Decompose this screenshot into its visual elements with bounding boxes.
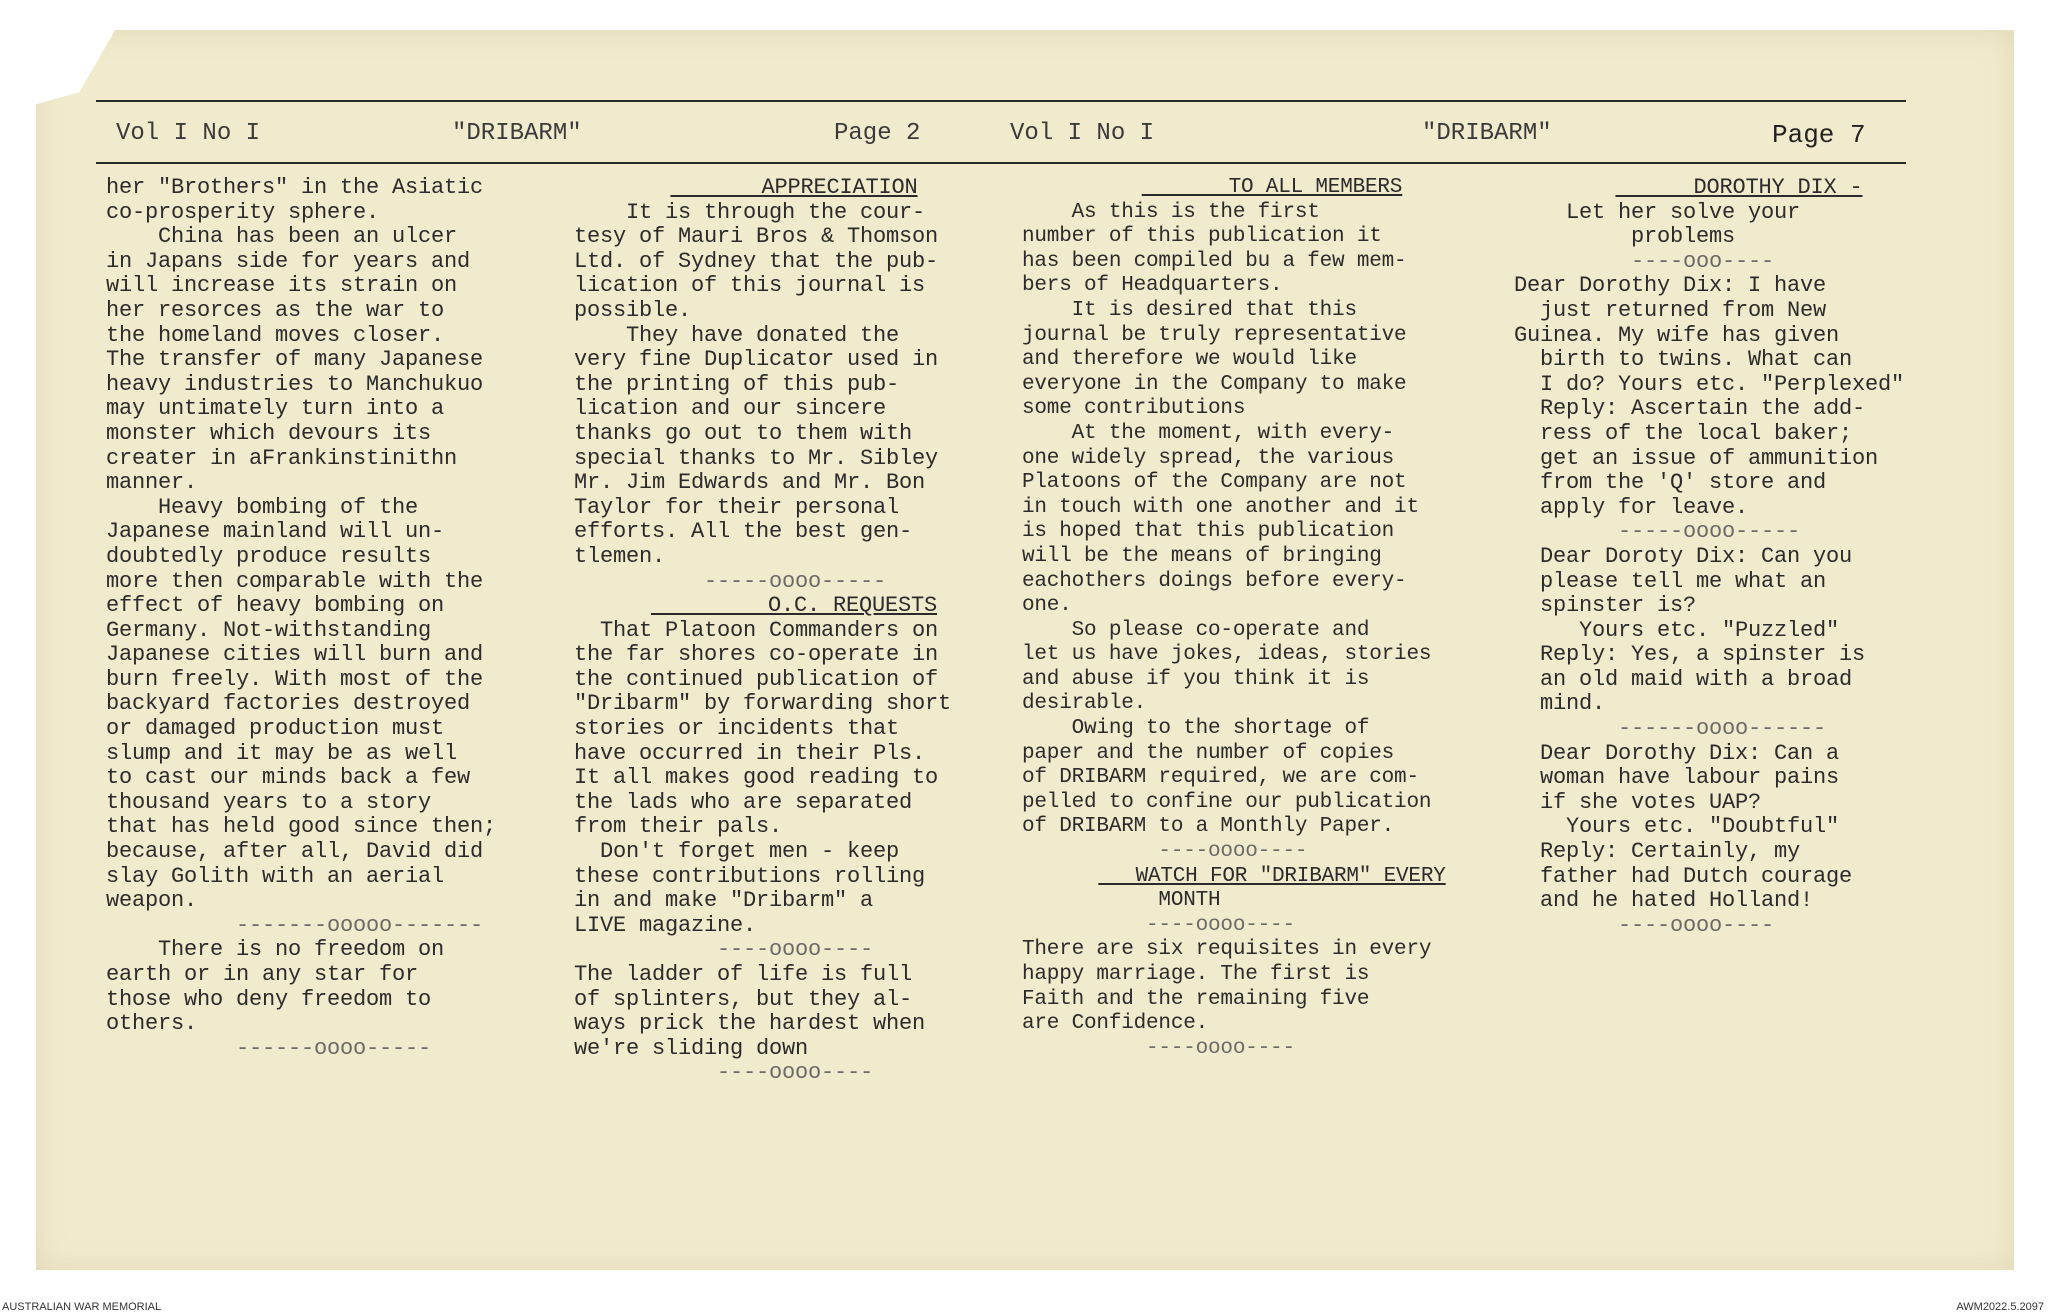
text-line: They have donated the bbox=[574, 322, 900, 348]
text-line: monster which devours its bbox=[106, 420, 432, 446]
text-line: please tell me what an bbox=[1514, 568, 1827, 594]
text-line: It all makes good reading to bbox=[574, 765, 939, 791]
text-line: ------oooo------ bbox=[1514, 716, 1827, 742]
text-line: burn freely. With most of the bbox=[106, 666, 484, 692]
text-line: pelled to confine our publication bbox=[1022, 790, 1432, 814]
text-line: these contributions rolling bbox=[574, 863, 926, 889]
text-line: one. bbox=[1022, 594, 1072, 618]
text-line: in touch with one another and it bbox=[1022, 495, 1419, 519]
text-line: thanks go out to them with bbox=[574, 420, 913, 446]
text-line: Platoons of the Company are not bbox=[1022, 471, 1407, 495]
volume-label-right: Vol I No I bbox=[1010, 120, 1155, 147]
text-line: journal be truly representative bbox=[1022, 323, 1407, 347]
text-line: Yours etc. "Puzzled" bbox=[1514, 617, 1840, 643]
page-header bbox=[100, 120, 1910, 156]
text-line: I do? Yours etc. "Perplexed" bbox=[1514, 371, 1905, 397]
top-rule bbox=[96, 100, 1906, 102]
text-line: ----oooo---- bbox=[1514, 912, 1775, 938]
text-line: father had Dutch courage bbox=[1514, 863, 1853, 889]
text-line: have occurred in their Pls. bbox=[574, 740, 926, 766]
text-line: more then comparable with the bbox=[106, 568, 484, 594]
text-line: There are six requisites in every bbox=[1022, 938, 1432, 962]
text-line: Ltd. of Sydney that the pub- bbox=[574, 248, 939, 274]
text-line: her "Brothers" in the Asiatic bbox=[106, 175, 484, 200]
text-line: special thanks to Mr. Sibley bbox=[574, 445, 939, 471]
text-line: some contributions bbox=[1022, 397, 1246, 421]
text-line: spinster is? bbox=[1514, 593, 1697, 619]
text-line: from the 'Q' store and bbox=[1514, 470, 1827, 496]
text-line: APPRECIATION bbox=[670, 175, 918, 200]
text-line: The ladder of life is full bbox=[574, 962, 913, 987]
text-line: earth or in any star for bbox=[106, 962, 419, 987]
text-line: apply for leave. bbox=[1514, 494, 1749, 520]
text-line: Owing to the shortage of bbox=[1022, 717, 1370, 741]
text-line: we're sliding down bbox=[574, 1035, 809, 1061]
text-line: one widely spread, the various bbox=[1022, 446, 1395, 470]
text-line: Dear Dorothy Dix: Can a bbox=[1514, 740, 1840, 766]
text-line: may untimately turn into a bbox=[106, 396, 445, 422]
text-line: Mr. Jim Edwards and Mr. Bon bbox=[574, 470, 926, 496]
text-line: weapon. bbox=[106, 888, 198, 914]
text-line: very fine Duplicator used in bbox=[574, 347, 939, 373]
text-line: an old maid with a broad bbox=[1514, 666, 1853, 692]
text-line: has been compiled bu a few mem- bbox=[1022, 249, 1407, 273]
text-line: heavy industries to Manchukuo bbox=[106, 371, 484, 397]
text-line: mind. bbox=[1514, 691, 1606, 717]
text-line: DOROTHY DIX - bbox=[1615, 175, 1863, 200]
text-line: slump and it may be as well bbox=[106, 740, 458, 766]
text-line: -----oooo----- bbox=[574, 568, 887, 594]
text-line: in Japans side for years and bbox=[106, 248, 471, 274]
text-line: Dear Doroty Dix: Can you bbox=[1514, 543, 1853, 569]
page-number-left: Page 2 bbox=[834, 120, 921, 147]
text-line: slay Golith with an aerial bbox=[106, 863, 445, 889]
column-war-commentary bbox=[106, 176, 556, 1061]
text-line: of DRIBARM to a Monthly Paper. bbox=[1022, 815, 1395, 839]
page-number-right: Page 7 bbox=[1772, 120, 1866, 150]
text-line: efforts. All the best gen- bbox=[574, 519, 913, 545]
text-line: ----oooo---- bbox=[1022, 1036, 1295, 1060]
archive-footer bbox=[0, 1300, 2048, 1315]
text-line: Don't forget men - keep bbox=[574, 839, 900, 865]
text-line: and therefore we would like bbox=[1022, 348, 1357, 372]
header-rule bbox=[96, 162, 1906, 164]
text-line: or damaged production must bbox=[106, 716, 445, 742]
text-line: eachothers doings before every- bbox=[1022, 569, 1407, 593]
text-line: because, after all, David did bbox=[106, 839, 484, 865]
text-line: So please co-operate and bbox=[1022, 618, 1370, 642]
text-line: in and make "Dribarm" a bbox=[574, 888, 874, 914]
text-line: woman have labour pains bbox=[1514, 765, 1840, 791]
text-line: is hoped that this publication bbox=[1022, 520, 1395, 544]
text-line: the homeland moves closer. bbox=[106, 322, 445, 348]
text-line: just returned from New bbox=[1514, 297, 1827, 323]
text-line: It is desired that this bbox=[1022, 298, 1357, 322]
text-line: Faith and the remaining five bbox=[1022, 987, 1370, 1011]
text-line: Japanese mainland will un- bbox=[106, 519, 445, 545]
text-line: of DRIBARM required, we are com- bbox=[1022, 766, 1419, 790]
text-line: backyard factories destroyed bbox=[106, 691, 471, 717]
volume-label-left: Vol I No I bbox=[116, 120, 261, 147]
text-line: stories or incidents that bbox=[574, 716, 900, 742]
text-line: O.C. REQUESTS bbox=[650, 593, 938, 619]
text-line: possible. bbox=[574, 297, 692, 323]
text-line: manner. bbox=[106, 470, 198, 496]
text-line: problems bbox=[1514, 224, 1736, 250]
text-line: Reply: Ascertain the add- bbox=[1514, 396, 1866, 422]
text-line: Dear Dorothy Dix: I have bbox=[1514, 273, 1827, 299]
text-line: China has been an ulcer bbox=[106, 224, 458, 250]
column-appreciation bbox=[574, 176, 1014, 1086]
text-line: those who deny freedom to bbox=[106, 986, 432, 1012]
text-line: that has held good since then; bbox=[106, 814, 497, 840]
text-line: birth to twins. What can bbox=[1514, 347, 1853, 373]
text-line: effect of heavy bombing on bbox=[106, 593, 445, 619]
text-line: happy marriage. The first is bbox=[1022, 963, 1370, 986]
archive-reference: AWM2022.5.2097 bbox=[1956, 1301, 2044, 1313]
text-line: ----oooo---- bbox=[574, 937, 874, 963]
column-dorothy-dix bbox=[1514, 176, 1964, 938]
text-line: desirable. bbox=[1022, 692, 1147, 716]
text-line: bers of Headquarters. bbox=[1022, 274, 1283, 298]
text-line: will increase its strain on bbox=[106, 273, 458, 299]
text-line: let us have jokes, ideas, stories bbox=[1022, 643, 1432, 667]
text-line: ----ooo---- bbox=[1514, 248, 1775, 274]
text-line: doubtedly produce results bbox=[106, 543, 432, 569]
text-line: creater in aFrankinstinithn bbox=[106, 445, 458, 471]
masthead-title-left: "DRIBARM" bbox=[452, 120, 582, 147]
text-line: the printing of this pub- bbox=[574, 371, 900, 397]
archive-name: AUSTRALIAN WAR MEMORIAL bbox=[2, 1301, 162, 1313]
text-line: Germany. Not-withstanding bbox=[106, 617, 432, 643]
text-line: if she votes UAP? bbox=[1514, 789, 1762, 815]
text-line: Reply: Certainly, my bbox=[1514, 839, 1801, 865]
text-line: WATCH FOR "DRIBARM" EVERY bbox=[1098, 864, 1446, 888]
text-line: get an issue of ammunition bbox=[1514, 445, 1879, 471]
text-line: ress of the local baker; bbox=[1514, 420, 1853, 446]
text-line: At the moment, with every- bbox=[1022, 421, 1395, 445]
text-line: LIVE magazine. bbox=[574, 912, 757, 938]
text-line: Reply: Yes, a spinster is bbox=[1514, 642, 1866, 668]
text-line: to cast our minds back a few bbox=[106, 765, 471, 791]
text-line: tesy of Mauri Bros & Thomson bbox=[574, 224, 939, 250]
text-line: co-prosperity sphere. bbox=[106, 199, 380, 225]
text-line: Yours etc. "Doubtful" bbox=[1514, 814, 1840, 840]
text-line: the far shores co-operate in bbox=[574, 642, 939, 668]
text-line: -------ooooo------- bbox=[106, 912, 484, 938]
text-line: thousand years to a story bbox=[106, 789, 432, 815]
text-line: tlemen. bbox=[574, 543, 666, 569]
text-line: -----oooo----- bbox=[1514, 519, 1801, 545]
text-line: are Confidence. bbox=[1022, 1012, 1209, 1036]
text-line: of splinters, but they al- bbox=[574, 986, 913, 1012]
text-line: Let her solve your bbox=[1514, 199, 1801, 225]
text-line: It is through the cour- bbox=[574, 199, 926, 225]
text-line: will be the means of bringing bbox=[1022, 544, 1382, 568]
text-line: everyone in the Company to make bbox=[1022, 372, 1407, 396]
text-line: the lads who are separated bbox=[574, 789, 913, 815]
text-line: "Dribarm" by forwarding short bbox=[574, 691, 952, 717]
text-line: others. bbox=[106, 1011, 198, 1037]
column-to-all-members bbox=[1022, 176, 1522, 1061]
text-line: That Platoon Commanders on bbox=[574, 617, 939, 643]
text-line: As this is the first bbox=[1022, 200, 1320, 224]
text-line: ----oooo---- bbox=[574, 1060, 874, 1086]
text-line: Guinea. My wife has given bbox=[1514, 322, 1840, 348]
text-line: paper and the number of copies bbox=[1022, 741, 1395, 765]
text-line: from their pals. bbox=[574, 814, 783, 840]
text-line: and abuse if you think it is bbox=[1022, 667, 1370, 691]
text-line: Taylor for their personal bbox=[574, 494, 900, 520]
text-line: ----oooo---- bbox=[1022, 840, 1308, 864]
text-line: ways prick the hardest when bbox=[574, 1011, 926, 1037]
text-line: her resorces as the war to bbox=[106, 297, 445, 323]
text-line: Heavy bombing of the bbox=[106, 494, 419, 520]
masthead-title-right: "DRIBARM" bbox=[1422, 120, 1552, 147]
text-line: MONTH bbox=[1022, 889, 1221, 913]
text-line: ------oooo----- bbox=[106, 1035, 432, 1061]
text-line: and he hated Holland! bbox=[1514, 888, 1814, 914]
text-line: Japanese cities will burn and bbox=[106, 642, 484, 668]
text-line: ----oooo---- bbox=[1022, 913, 1295, 937]
text-line: the continued publication of bbox=[574, 666, 939, 692]
text-line: There is no freedom on bbox=[106, 937, 445, 963]
text-line: lication and our sincere bbox=[574, 396, 887, 422]
text-line: lication of this journal is bbox=[574, 273, 926, 299]
text-line: number of this publication it bbox=[1022, 225, 1382, 249]
text-line: The transfer of many Japanese bbox=[106, 347, 484, 373]
text-line: TO ALL MEMBERS bbox=[1141, 176, 1403, 199]
